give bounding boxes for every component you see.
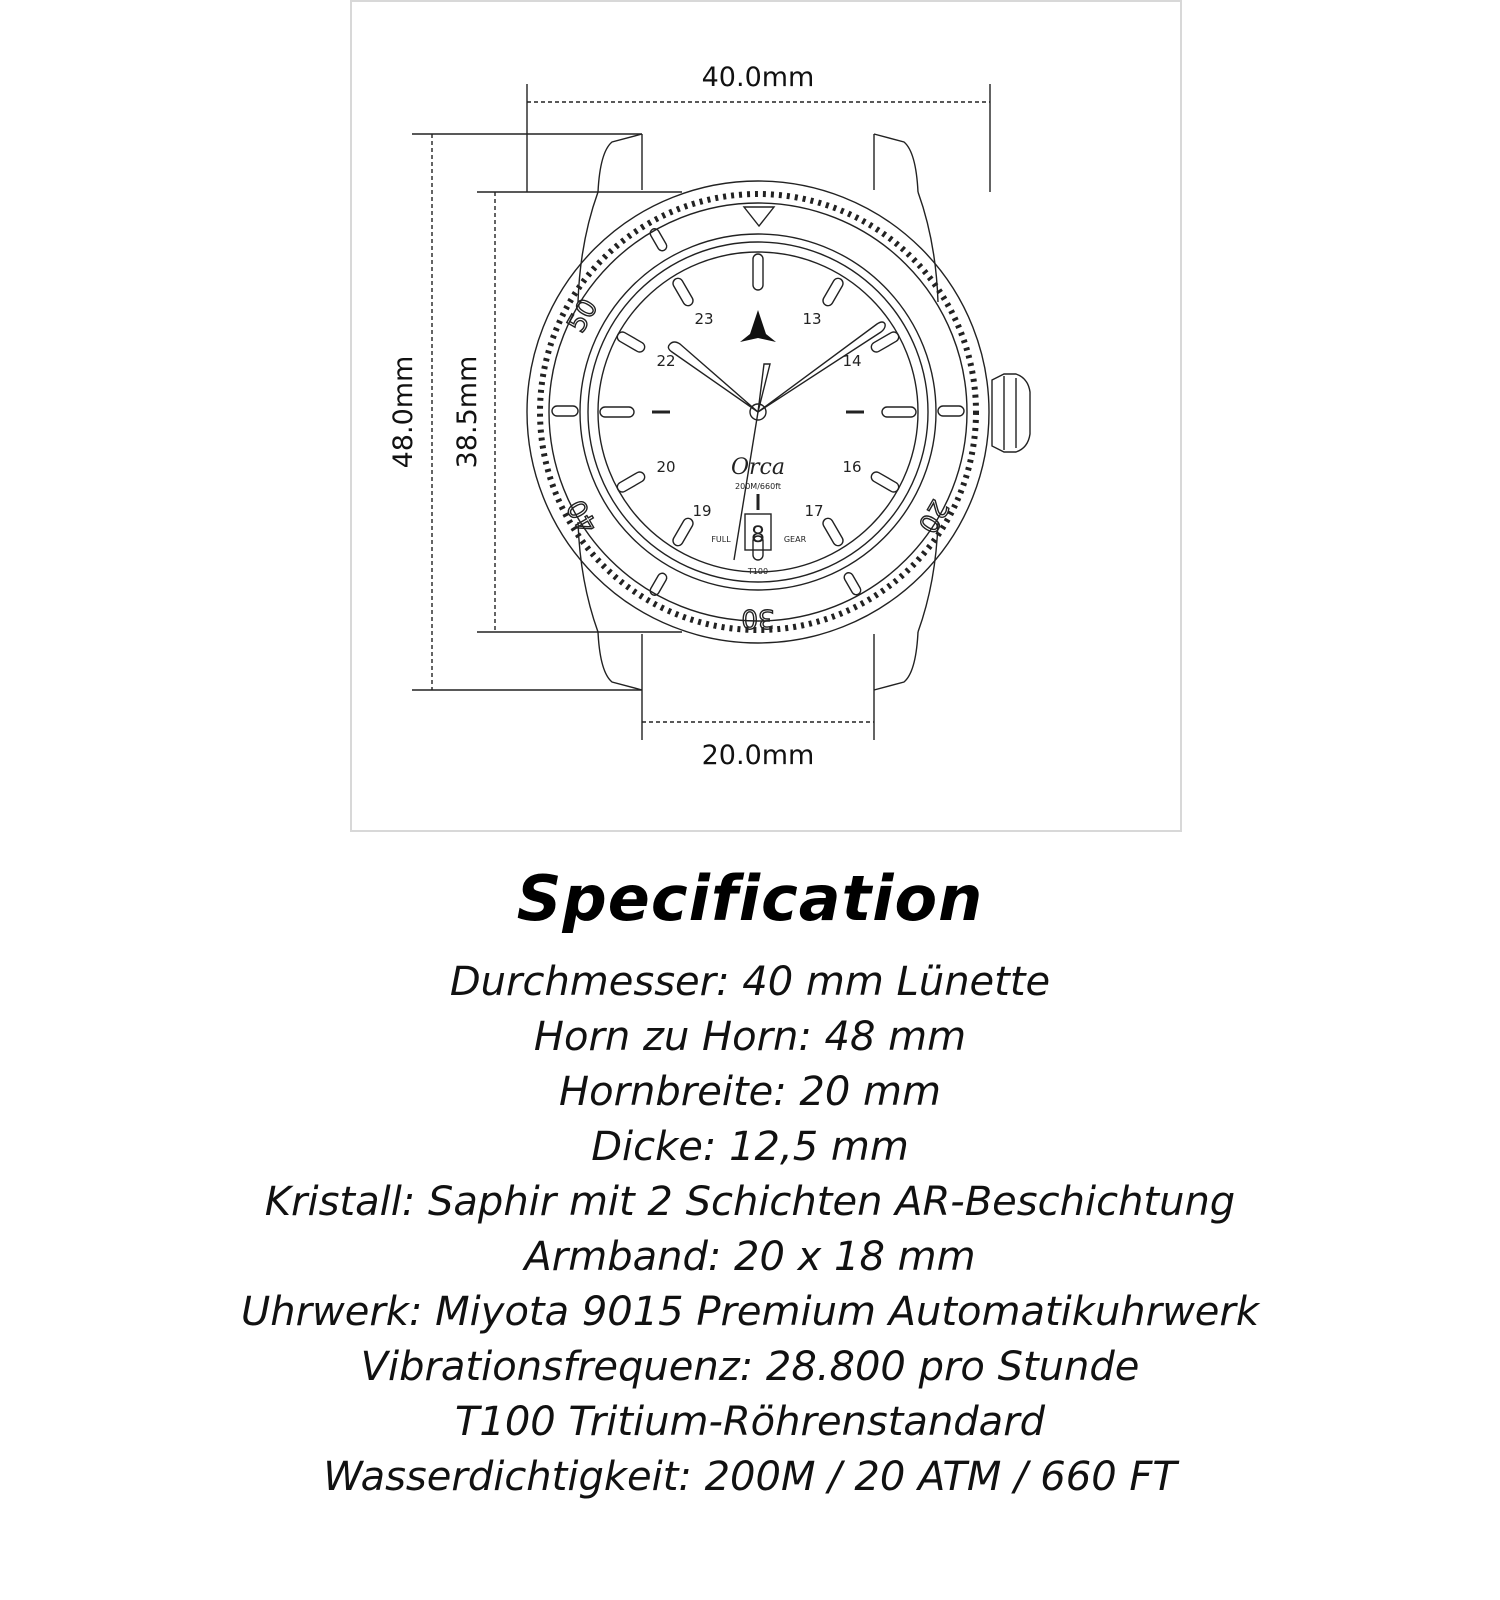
dial-numeral: 13 <box>802 310 822 328</box>
dial-brand: Orca <box>731 455 785 480</box>
bezel-marker-7 <box>649 572 669 597</box>
spec-line-crystal: Kristall: Saphir mit 2 Schichten AR-Beschichtung <box>264 1179 1236 1225</box>
technical-drawing-frame <box>350 0 1182 832</box>
dial-index-1 <box>821 277 845 308</box>
lug-width-label: 20.0mm <box>701 740 815 771</box>
dial-index-10 <box>616 330 647 354</box>
dial-index-5 <box>821 517 845 548</box>
spec-line-diameter: Durchmesser: 40 mm Lünette <box>449 959 1051 1005</box>
bezel-triangle-marker <box>744 207 774 226</box>
bezel-marker-9 <box>552 406 578 416</box>
spec-list <box>0 955 1500 1505</box>
bezel-marker-3 <box>938 406 964 416</box>
minute-hand <box>758 322 885 412</box>
dial-index-12 <box>753 254 763 290</box>
spec-line-lug-width: Hornbreite: 20 mm <box>559 1069 941 1115</box>
dial-index-11 <box>671 277 695 308</box>
hour-hand <box>668 342 758 412</box>
lug-bottom-left <box>598 632 642 690</box>
dial-height-label: 38.5mm <box>452 355 483 469</box>
bezel-marker-5 <box>843 571 863 596</box>
lug-bottom-right <box>874 632 918 690</box>
dial-index-3 <box>882 407 916 417</box>
logo-mark <box>740 310 776 342</box>
dial-numeral: 20 <box>656 458 676 476</box>
spec-line-water-resistance: Wasserdichtigkeit: 200M / 20 ATM / 660 FT <box>323 1454 1177 1500</box>
dial-numeral: 19 <box>692 502 712 520</box>
dial-index-8 <box>616 470 647 494</box>
lug-to-lug-label: 48.0mm <box>388 355 419 469</box>
dial-numeral: 16 <box>842 458 862 476</box>
bezel-numeral-30: 30 <box>741 603 775 633</box>
bezel-numeral-20: 20 <box>911 494 955 538</box>
width-label: 40.0mm <box>701 62 815 93</box>
dial-numeral: 23 <box>694 310 714 328</box>
spec-title: Specification <box>516 862 984 935</box>
dial-numeral: 22 <box>656 352 676 370</box>
lug-top-right <box>874 134 918 192</box>
crown <box>992 374 1030 452</box>
dial-index-4 <box>870 470 901 494</box>
dial-tritium-text: T100 <box>747 567 769 576</box>
bezel-numeral-40: 40 <box>561 494 605 538</box>
bezel-marker-11 <box>649 227 669 252</box>
spec-line-strap: Armband: 20 x 18 mm <box>524 1234 976 1280</box>
dial-index-9 <box>600 407 634 417</box>
dial-full-text: FULL <box>711 535 731 544</box>
bezel-numeral-50: 50 <box>561 294 605 338</box>
spec-line-lug-to-lug: Horn zu Horn: 48 mm <box>533 1014 967 1060</box>
dial-numeral: 17 <box>804 502 824 520</box>
dial-depth-rating: 200M/660ft <box>735 482 781 491</box>
date-numeral: 8 <box>751 523 765 548</box>
lug-top-left <box>598 134 642 192</box>
dial-gear-text: GEAR <box>783 535 807 544</box>
dial-index-7 <box>671 517 695 548</box>
spec-line-movement: Uhrwerk: Miyota 9015 Premium Automatikuhrwerk <box>240 1289 1260 1335</box>
watch-technical-drawing <box>352 2 1184 834</box>
dial-numeral: 14 <box>842 352 862 370</box>
spec-line-tritium: T100 Tritium-Röhrenstandard <box>454 1399 1046 1445</box>
spec-line-thickness: Dicke: 12,5 mm <box>591 1124 909 1170</box>
spec-line-frequency: Vibrationsfrequenz: 28.800 pro Stunde <box>360 1344 1140 1390</box>
dial-index-2 <box>870 330 901 354</box>
